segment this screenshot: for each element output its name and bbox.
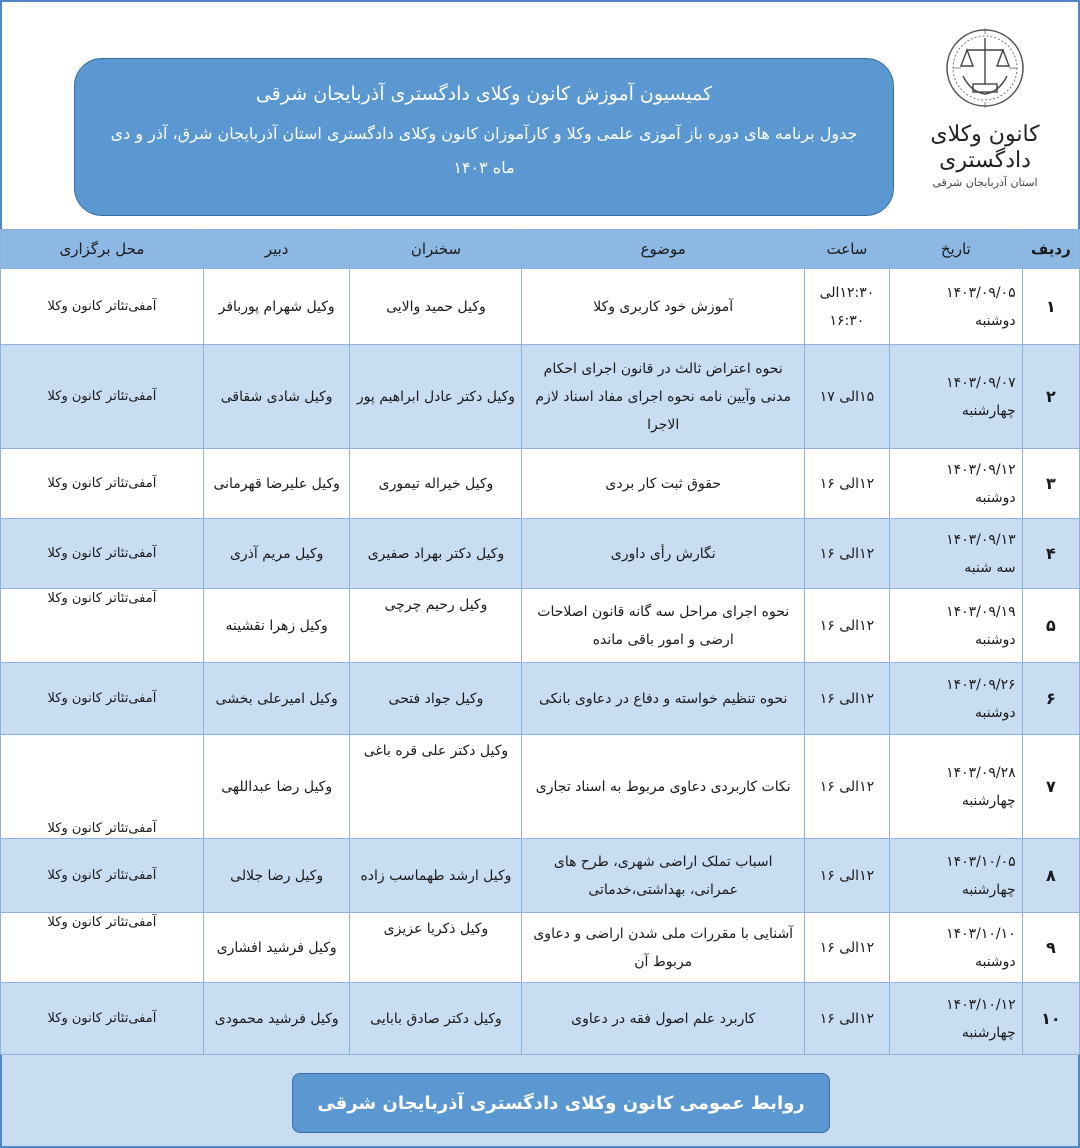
header-venue: محل برگزاری [1, 230, 204, 269]
date-cell [889, 839, 1022, 913]
header-row-number: ردیف [1022, 230, 1079, 269]
title-banner [74, 58, 894, 216]
time: ۱۲الی ۱۶ [804, 519, 889, 589]
date-cell [889, 913, 1022, 983]
venue: آمفی‌تئاتر کانون وکلا [1, 983, 204, 1055]
host: وکیل مریم آذری [203, 519, 350, 589]
table-header-row [1, 230, 1080, 269]
logo-name: کانون وکلای دادگستری [930, 122, 1040, 173]
weekday: چهارشنبه [961, 792, 1016, 809]
date-cell [889, 735, 1022, 839]
time: ۱۲الی ۱۶ [804, 913, 889, 983]
host: وکیل رضا عبداللهی [203, 735, 350, 839]
footer-banner: روابط عمومی کانون وکلای دادگستری آذربایجان شرقی [292, 1073, 830, 1133]
row-number: ۲ [1022, 345, 1079, 449]
row-number: ۷ [1022, 735, 1079, 839]
topic: نحوه اعتراض ثالث در قانون اجرای احکام مدنی وآیین نامه نحوه اجرای مفاد اسناد لازم الاجرا [522, 345, 804, 449]
page-title: کمیسیون آموزش کانون وکلای دادگستری آذربایجان شرقی [255, 83, 713, 105]
weekday: دوشنبه [974, 312, 1016, 329]
weekday: چهارشنبه [961, 881, 1016, 898]
speaker: وکیل دکتر علی قره باغی [350, 735, 522, 839]
host: وکیل فرشید افشاری [203, 913, 350, 983]
date-cell [889, 589, 1022, 663]
topic: نگارش رأی داوری [522, 519, 804, 589]
speaker: وکیل خیراله تیموری [350, 449, 522, 519]
row-number: ۱ [1022, 269, 1079, 345]
row-number: ۱۰ [1022, 983, 1079, 1055]
table-row [1, 449, 1080, 519]
host: وکیل شهرام پوربافر [203, 269, 350, 345]
row-number: ۴ [1022, 519, 1079, 589]
speaker: وکیل دکتر عادل ابراهیم پور [350, 345, 522, 449]
table-row [1, 589, 1080, 663]
venue: آمفی‌تئاتر کانون وکلا [1, 269, 204, 345]
weekday: سه شنبه [964, 559, 1016, 576]
topic: آموزش خود کاربری وکلا [522, 269, 804, 345]
time: ۱۲الی ۱۶ [804, 839, 889, 913]
host: وکیل فرشید محمودی [203, 983, 350, 1055]
table-row [1, 913, 1080, 983]
topic: آشنایی با مقررات ملی شدن اراضی و دعاوی مربوط آن [522, 913, 804, 983]
date: ۱۴۰۳/۱۰/۰۵ [946, 853, 1016, 870]
row-number: ۹ [1022, 913, 1079, 983]
date: ۱۴۰۳/۰۹/۰۵ [946, 284, 1016, 301]
header-topic: موضوع [522, 230, 804, 269]
date: ۱۴۰۳/۰۹/۱۹ [946, 603, 1016, 620]
time: ۱۲الی ۱۶ [804, 589, 889, 663]
venue: آمفی‌تئاتر کانون وکلا [1, 735, 204, 839]
weekday: چهارشنبه [961, 1024, 1016, 1041]
weekday: دوشنبه [974, 489, 1016, 506]
topic: نحوه اجرای مراحل سه گانه قانون اصلاحات ارضی و امور باقی مانده [522, 589, 804, 663]
weekday: دوشنبه [974, 953, 1016, 970]
weekday: چهارشنبه [961, 402, 1016, 419]
header-host: دبیر [203, 230, 350, 269]
time: ۱۲الی ۱۶ [804, 983, 889, 1055]
table-row [1, 345, 1080, 449]
speaker: وکیل ذکریا عزیزی [350, 913, 522, 983]
logo-subtitle: استان آذربایجان شرقی [932, 176, 1038, 189]
row-number: ۸ [1022, 839, 1079, 913]
time: ۱۲الی ۱۶ [804, 735, 889, 839]
host: وکیل علیرضا قهرمانی [203, 449, 350, 519]
table-row [1, 983, 1080, 1055]
venue: آمفی‌تئاتر کانون وکلا [1, 519, 204, 589]
speaker: وکیل رحیم چرچی [350, 589, 522, 663]
venue: آمفی‌تئاتر کانون وکلا [1, 663, 204, 735]
row-number: ۳ [1022, 449, 1079, 519]
time: ۱۲الی ۱۶ [804, 663, 889, 735]
venue: آمفی‌تئاتر کانون وکلا [1, 839, 204, 913]
table-row [1, 663, 1080, 735]
speaker: وکیل جواد فتحی [350, 663, 522, 735]
venue: آمفی‌تئاتر کانون وکلا [1, 345, 204, 449]
row-number: ۶ [1022, 663, 1079, 735]
time: ۱۲الی ۱۶ [804, 449, 889, 519]
topic: اسباب تملک اراضی شهری، طرح های عمرانی، بهداشتی،خدماتی [522, 839, 804, 913]
speaker: وکیل ارشد طهماسب زاده [350, 839, 522, 913]
topic: نکات کاربردی دعاوی مربوط به اسناد تجاری [522, 735, 804, 839]
bar-association-logo [896, 22, 1074, 197]
host: وکیل زهرا نقشینه [203, 589, 350, 663]
topic: کاربرد علم اصول فقه در دعاوی [522, 983, 804, 1055]
table-row [1, 839, 1080, 913]
date: ۱۴۰۳/۱۰/۱۰ [946, 925, 1016, 942]
host: وکیل رضا جلالی [203, 839, 350, 913]
date-cell [889, 519, 1022, 589]
date: ۱۴۰۳/۰۹/۲۶ [946, 676, 1016, 693]
venue: آمفی‌تئاتر کانون وکلا [1, 913, 204, 983]
date-cell [889, 983, 1022, 1055]
topic: حقوق ثبت کار بردی [522, 449, 804, 519]
date: ۱۴۰۳/۰۹/۱۳ [946, 531, 1016, 548]
scales-emblem-icon [943, 22, 1027, 122]
venue: آمفی‌تئاتر کانون وکلا [1, 449, 204, 519]
table-row [1, 735, 1080, 839]
host: وکیل شادی شقاقی [203, 345, 350, 449]
date: ۱۴۰۳/۰۹/۰۷ [946, 374, 1016, 391]
topic: نحوه تنظیم خواسته و دفاع در دعاوی بانکی [522, 663, 804, 735]
venue: آمفی‌تئاتر کانون وکلا [1, 589, 204, 663]
host: وکیل امیرعلی بخشی [203, 663, 350, 735]
header-date: تاریخ [889, 230, 1022, 269]
date-cell [889, 345, 1022, 449]
date-cell [889, 449, 1022, 519]
schedule-table [0, 229, 1080, 1055]
time: ۱۵الی ۱۷ [804, 345, 889, 449]
date: ۱۴۰۳/۱۰/۱۲ [946, 996, 1016, 1013]
date-cell [889, 663, 1022, 735]
header-time: ساعت [804, 230, 889, 269]
page-subtitle: جدول برنامه های دوره باز آموزی علمی وکلا و کارآموزان کانون وکلای دادگستری استان آذربایجان شرق، آذر و دی ماه ۱۴۰۳ [110, 124, 858, 177]
speaker: وکیل حمید والایی [350, 269, 522, 345]
row-number: ۵ [1022, 589, 1079, 663]
speaker: وکیل دکتر بهراد صفیری [350, 519, 522, 589]
weekday: دوشنبه [974, 631, 1016, 648]
weekday: دوشنبه [974, 704, 1016, 721]
date: ۱۴۰۳/۰۹/۲۸ [946, 764, 1016, 781]
time: ۱۲:۳۰الی ۱۶:۳۰ [804, 269, 889, 345]
date: ۱۴۰۳/۰۹/۱۲ [946, 461, 1016, 478]
table-row [1, 269, 1080, 345]
table-row [1, 519, 1080, 589]
date-cell [889, 269, 1022, 345]
header-speakers: سخنران [350, 230, 522, 269]
speaker: وکیل دکتر صادق بابایی [350, 983, 522, 1055]
